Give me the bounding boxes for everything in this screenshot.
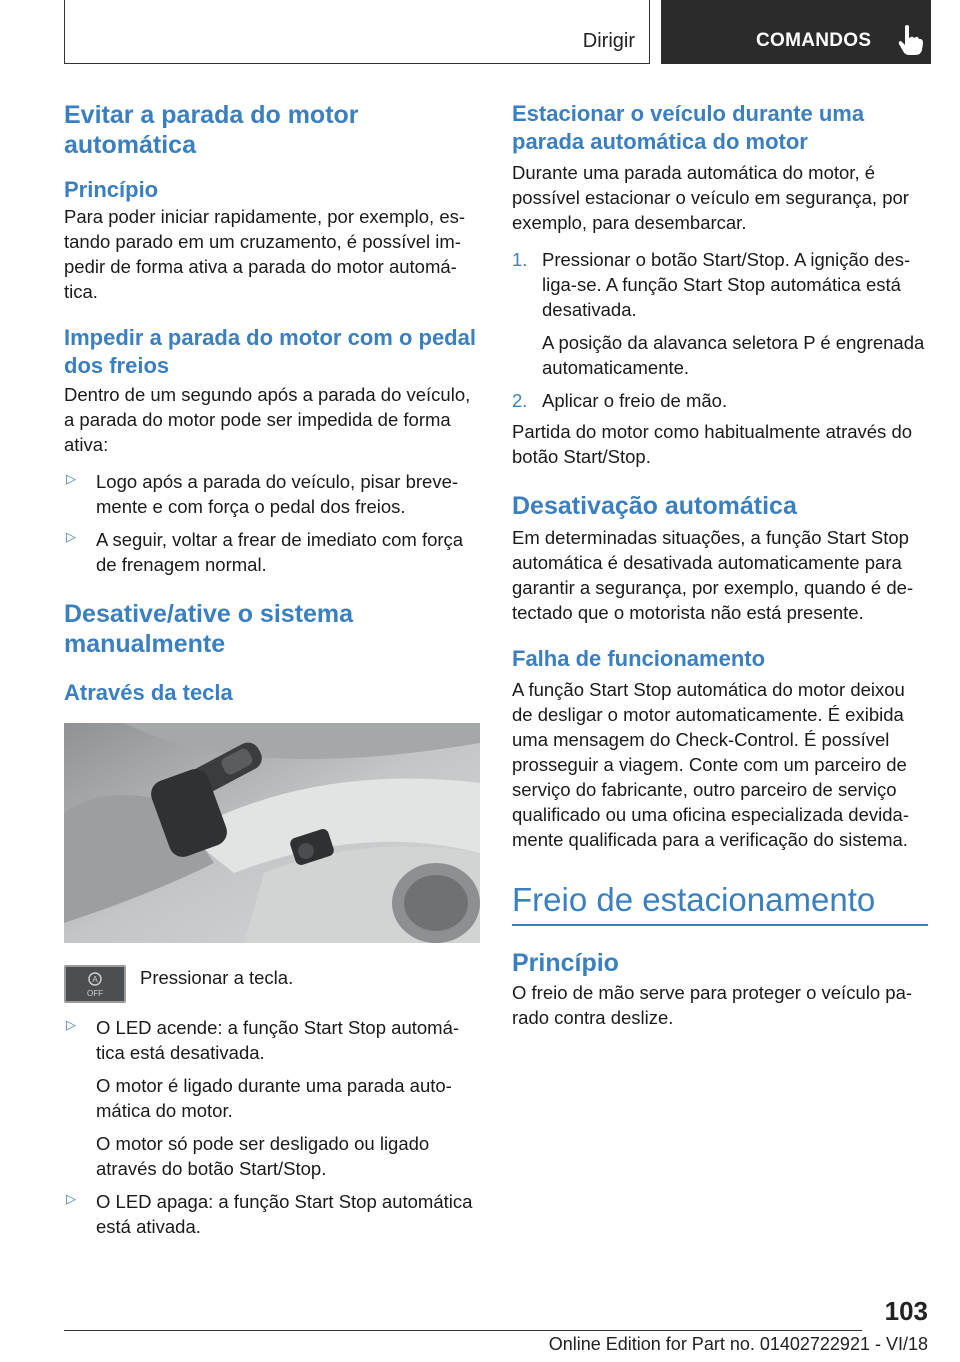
triangle-bullet-icon: ▷ — [66, 529, 76, 544]
triangle-bullet-icon: ▷ — [66, 471, 76, 486]
list-item — [512, 247, 928, 380]
svg-text:A: A — [92, 975, 98, 984]
paragraph-desativacao: Em determinadas situações, a função Start Stop automática é desativada automaticamente para garantir a segurança, por exemplo, quando é detectado que o motorista não está presente. — [512, 527, 914, 623]
paragraph-impedir: Dentro de um segundo após a parada do veículo, a parada do motor pode ser impedida de forma ativa: — [64, 384, 471, 455]
pointing-hand-icon — [896, 24, 924, 56]
car-interior-illustration — [64, 723, 480, 943]
triangle-bullet-icon: ▷ — [66, 1017, 76, 1032]
bullet-subtext: O motor só pode ser desligado ou ligado através do botão Start/Stop. — [96, 1133, 430, 1179]
svg-text:OFF: OFF — [87, 989, 103, 998]
header-chapter-box — [661, 0, 931, 64]
auto-start-stop-button-icon — [64, 965, 126, 1003]
page-number: 103 — [884, 1296, 928, 1326]
step-number: 1. — [512, 249, 528, 270]
paragraph-falha: A função Start Stop automática do motor deixou de desligar o motor automaticamente. É exibida uma mensagem do Check-Control. É possível prosseguir a viagem. Conte com um parceiro de serviço do fabricante, outro parceiro de serviço qualificado ou uma oficina especializada devidamente qualificada para a verificação do sistema. — [512, 679, 909, 850]
bullet-text: O LED acende: a função Start Stop automática está desativada. — [96, 1017, 460, 1063]
press-key-text: Pressionar a tecla. — [140, 967, 294, 988]
heading-desative: Desative/ative o sistema manualmente — [64, 600, 354, 658]
bullet-subtext: O motor é ligado durante uma parada automática do motor. — [96, 1075, 452, 1121]
list-item — [64, 1015, 480, 1181]
header-chapter: COMANDOS — [756, 30, 872, 51]
bullet-text: A seguir, voltar a frear de imediato com força de frenagem normal. — [96, 529, 464, 575]
paragraph-freio: O freio de mão serve para proteger o veículo parado contra deslize. — [512, 981, 913, 1028]
paragraph-partida: Partida do motor como habitualmente através do botão Start/Stop. — [512, 421, 913, 467]
step-number: 2. — [512, 390, 528, 411]
heading-principio: Princípio — [64, 177, 159, 202]
header-section-box — [64, 0, 650, 64]
left-column — [64, 100, 480, 1239]
heading-falha: Falha de funcionamento — [512, 646, 766, 671]
key-row — [64, 965, 480, 1009]
steering-column-photo — [64, 723, 480, 943]
step-subtext: A posição da alavanca seletora P é engrenada automaticamente. — [542, 332, 925, 378]
list-item — [512, 388, 928, 413]
heading-impedir: Impedir a parada do motor com o pedal dos freios — [64, 325, 476, 378]
footer-rule — [64, 1330, 862, 1331]
list-item — [64, 469, 480, 519]
header-section: Dirigir — [582, 30, 635, 52]
heading-evitar: Evitar a parada do motor automática — [64, 101, 359, 159]
heading-tecla: Através da tecla — [64, 680, 233, 705]
paragraph-principio: Para poder iniciar rapidamente, por exemplo, estando parado em um cruzamento, é possível impedir de forma ativa a parada do motor automática. — [64, 206, 466, 302]
bullet-text: Logo após a parada do veículo, pisar brevemente e com força o pedal dos freios. — [96, 471, 459, 517]
heading-estacionar: Estacionar o veículo durante uma parada automática do motor — [512, 101, 865, 154]
right-column — [512, 100, 928, 1030]
list-item — [64, 527, 480, 577]
edition-text: Online Edition for Part no. 01402722921 - VI/18 — [548, 1334, 928, 1354]
paragraph-estacionar: Durante uma parada automática do motor, é possível estacionar o veículo em segurança, por exemplo, para desembarcar. — [512, 162, 909, 233]
heading-desativacao: Desativação automática — [512, 492, 797, 520]
triangle-bullet-icon: ▷ — [66, 1191, 76, 1206]
heading-principio-freio: Princípio — [512, 948, 619, 977]
step-text: Aplicar o freio de mão. — [542, 390, 728, 411]
list-item — [64, 1189, 480, 1239]
bullet-text: O LED apaga: a função Start Stop automática está ativada. — [96, 1191, 473, 1237]
heading-freio: Freio de estacionamento — [512, 881, 876, 918]
step-text: Pressionar o botão Start/Stop. A ignição desliga-se. A função Start Stop automática está desativada. — [542, 249, 911, 320]
